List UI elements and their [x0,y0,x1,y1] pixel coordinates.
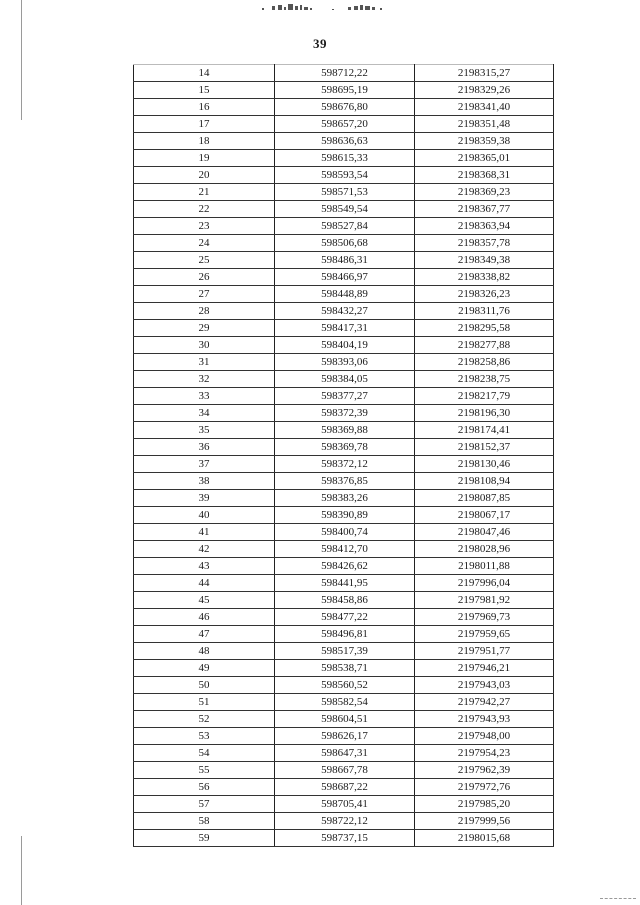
table-row [134,371,554,388]
y-coordinate-cell: 2198363,94 [415,218,554,235]
x-coordinate-cell: 598400,74 [275,524,415,541]
point-number-cell: 46 [134,609,275,626]
point-number-cell: 58 [134,813,275,830]
y-coordinate-cell: 2198341,40 [415,99,554,116]
y-coordinate-cell: 2198365,01 [415,150,554,167]
x-coordinate-cell: 598477,22 [275,609,415,626]
table-row [134,813,554,830]
table-row [134,473,554,490]
y-coordinate-cell: 2197996,04 [415,575,554,592]
point-number-cell: 16 [134,99,275,116]
x-coordinate-cell: 598486,31 [275,252,415,269]
point-number-cell: 38 [134,473,275,490]
y-coordinate-cell: 2198367,77 [415,201,554,218]
x-coordinate-cell: 598647,31 [275,745,415,762]
y-coordinate-cell: 2198067,17 [415,507,554,524]
x-coordinate-cell: 598393,06 [275,354,415,371]
x-coordinate-cell: 598404,19 [275,337,415,354]
x-coordinate-cell: 598412,70 [275,541,415,558]
table-row [134,235,554,252]
x-coordinate-cell: 598369,78 [275,439,415,456]
point-number-cell: 18 [134,133,275,150]
y-coordinate-cell: 2198028,96 [415,541,554,558]
y-coordinate-cell: 2198329,26 [415,82,554,99]
table-row [134,320,554,337]
y-coordinate-cell: 2198196,30 [415,405,554,422]
y-coordinate-cell: 2197981,92 [415,592,554,609]
scan-margin-line [21,836,22,905]
x-coordinate-cell: 598687,22 [275,779,415,796]
x-coordinate-cell: 598432,27 [275,303,415,320]
y-coordinate-cell: 2198368,31 [415,167,554,184]
x-coordinate-cell: 598372,12 [275,456,415,473]
point-number-cell: 48 [134,643,275,660]
x-coordinate-cell: 598626,17 [275,728,415,745]
y-coordinate-cell: 2197948,00 [415,728,554,745]
table-row [134,252,554,269]
y-coordinate-cell: 2198277,88 [415,337,554,354]
table-row [134,405,554,422]
point-number-cell: 43 [134,558,275,575]
point-number-cell: 27 [134,286,275,303]
page-number: 39 [313,36,327,51]
table-row [134,490,554,507]
point-number-cell: 30 [134,337,275,354]
table-row [134,184,554,201]
x-coordinate-cell: 598604,51 [275,711,415,728]
y-coordinate-cell: 2197999,56 [415,813,554,830]
y-coordinate-cell: 2198152,37 [415,439,554,456]
point-number-cell: 47 [134,626,275,643]
y-coordinate-cell: 2198047,46 [415,524,554,541]
point-number-cell: 59 [134,830,275,847]
point-number-cell: 33 [134,388,275,405]
point-number-cell: 34 [134,405,275,422]
table-row [134,524,554,541]
table-row [134,167,554,184]
point-number-cell: 35 [134,422,275,439]
table-row [134,99,554,116]
point-number-cell: 51 [134,694,275,711]
table-row [134,541,554,558]
point-number-cell: 55 [134,762,275,779]
x-coordinate-cell: 598369,88 [275,422,415,439]
y-coordinate-cell: 2198174,41 [415,422,554,439]
point-number-cell: 29 [134,320,275,337]
table-row [134,286,554,303]
point-number-cell: 45 [134,592,275,609]
table-row [134,830,554,847]
x-coordinate-cell: 598560,52 [275,677,415,694]
x-coordinate-cell: 598458,86 [275,592,415,609]
table-row [134,626,554,643]
y-coordinate-cell: 2197943,03 [415,677,554,694]
y-coordinate-cell: 2198238,75 [415,371,554,388]
table-row [134,677,554,694]
coordinates-table [133,64,554,847]
y-coordinate-cell: 2198351,48 [415,116,554,133]
coordinates-table-container [133,64,553,847]
y-coordinate-cell: 2197943,93 [415,711,554,728]
x-coordinate-cell: 598593,54 [275,167,415,184]
table-row [134,303,554,320]
x-coordinate-cell: 598417,31 [275,320,415,337]
point-number-cell: 42 [134,541,275,558]
y-coordinate-cell: 2198338,82 [415,269,554,286]
point-number-cell: 52 [134,711,275,728]
table-row [134,507,554,524]
point-number-cell: 32 [134,371,275,388]
x-coordinate-cell: 598517,39 [275,643,415,660]
point-number-cell: 31 [134,354,275,371]
point-number-cell: 26 [134,269,275,286]
point-number-cell: 50 [134,677,275,694]
table-row [134,779,554,796]
x-coordinate-cell: 598426,62 [275,558,415,575]
point-number-cell: 41 [134,524,275,541]
table-row [134,728,554,745]
y-coordinate-cell: 2197969,73 [415,609,554,626]
table-row [134,575,554,592]
x-coordinate-cell: 598377,27 [275,388,415,405]
point-number-cell: 40 [134,507,275,524]
table-row [134,592,554,609]
table-row [134,762,554,779]
table-row [134,660,554,677]
x-coordinate-cell: 598383,26 [275,490,415,507]
point-number-cell: 25 [134,252,275,269]
x-coordinate-cell: 598712,22 [275,65,415,82]
point-number-cell: 28 [134,303,275,320]
table-row [134,354,554,371]
table-row [134,711,554,728]
point-number-cell: 39 [134,490,275,507]
point-number-cell: 24 [134,235,275,252]
table-row [134,456,554,473]
y-coordinate-cell: 2197951,77 [415,643,554,660]
point-number-cell: 36 [134,439,275,456]
table-row [134,439,554,456]
y-coordinate-cell: 2198130,46 [415,456,554,473]
point-number-cell: 49 [134,660,275,677]
point-number-cell: 19 [134,150,275,167]
table-row [134,269,554,286]
y-coordinate-cell: 2197985,20 [415,796,554,813]
x-coordinate-cell: 598549,54 [275,201,415,218]
scan-noise-mark [262,2,402,14]
y-coordinate-cell: 2198087,85 [415,490,554,507]
table-row [134,796,554,813]
y-coordinate-cell: 2198217,79 [415,388,554,405]
x-coordinate-cell: 598441,95 [275,575,415,592]
x-coordinate-cell: 598448,89 [275,286,415,303]
table-row [134,558,554,575]
y-coordinate-cell: 2198258,86 [415,354,554,371]
y-coordinate-cell: 2197972,76 [415,779,554,796]
coordinates-table-body [134,65,554,847]
y-coordinate-cell: 2198315,27 [415,65,554,82]
y-coordinate-cell: 2198359,38 [415,133,554,150]
table-row [134,422,554,439]
table-row [134,150,554,167]
point-number-cell: 57 [134,796,275,813]
table-row [134,116,554,133]
scan-edge-mark [600,898,636,899]
x-coordinate-cell: 598466,97 [275,269,415,286]
point-number-cell: 22 [134,201,275,218]
x-coordinate-cell: 598538,71 [275,660,415,677]
y-coordinate-cell: 2198326,23 [415,286,554,303]
table-row [134,133,554,150]
table-row [134,643,554,660]
y-coordinate-cell: 2198011,88 [415,558,554,575]
point-number-cell: 54 [134,745,275,762]
y-coordinate-cell: 2198015,68 [415,830,554,847]
point-number-cell: 21 [134,184,275,201]
y-coordinate-cell: 2198295,58 [415,320,554,337]
x-coordinate-cell: 598737,15 [275,830,415,847]
table-row [134,694,554,711]
point-number-cell: 23 [134,218,275,235]
point-number-cell: 14 [134,65,275,82]
point-number-cell: 17 [134,116,275,133]
scan-margin-line [21,0,22,120]
y-coordinate-cell: 2198369,23 [415,184,554,201]
point-number-cell: 53 [134,728,275,745]
point-number-cell: 56 [134,779,275,796]
x-coordinate-cell: 598390,89 [275,507,415,524]
x-coordinate-cell: 598615,33 [275,150,415,167]
x-coordinate-cell: 598496,81 [275,626,415,643]
y-coordinate-cell: 2197942,27 [415,694,554,711]
point-number-cell: 37 [134,456,275,473]
x-coordinate-cell: 598657,20 [275,116,415,133]
point-number-cell: 44 [134,575,275,592]
y-coordinate-cell: 2197954,23 [415,745,554,762]
x-coordinate-cell: 598582,54 [275,694,415,711]
table-row [134,388,554,405]
y-coordinate-cell: 2198349,38 [415,252,554,269]
y-coordinate-cell: 2198311,76 [415,303,554,320]
y-coordinate-cell: 2198357,78 [415,235,554,252]
point-number-cell: 15 [134,82,275,99]
table-row [134,82,554,99]
x-coordinate-cell: 598722,12 [275,813,415,830]
point-number-cell: 20 [134,167,275,184]
table-row [134,337,554,354]
table-row [134,201,554,218]
table-row [134,745,554,762]
x-coordinate-cell: 598384,05 [275,371,415,388]
x-coordinate-cell: 598695,19 [275,82,415,99]
table-row [134,218,554,235]
table-row [134,65,554,82]
x-coordinate-cell: 598372,39 [275,405,415,422]
table-row [134,609,554,626]
y-coordinate-cell: 2198108,94 [415,473,554,490]
x-coordinate-cell: 598636,63 [275,133,415,150]
x-coordinate-cell: 598667,78 [275,762,415,779]
x-coordinate-cell: 598571,53 [275,184,415,201]
x-coordinate-cell: 598676,80 [275,99,415,116]
x-coordinate-cell: 598705,41 [275,796,415,813]
y-coordinate-cell: 2197962,39 [415,762,554,779]
x-coordinate-cell: 598527,84 [275,218,415,235]
y-coordinate-cell: 2197959,65 [415,626,554,643]
y-coordinate-cell: 2197946,21 [415,660,554,677]
x-coordinate-cell: 598506,68 [275,235,415,252]
x-coordinate-cell: 598376,85 [275,473,415,490]
